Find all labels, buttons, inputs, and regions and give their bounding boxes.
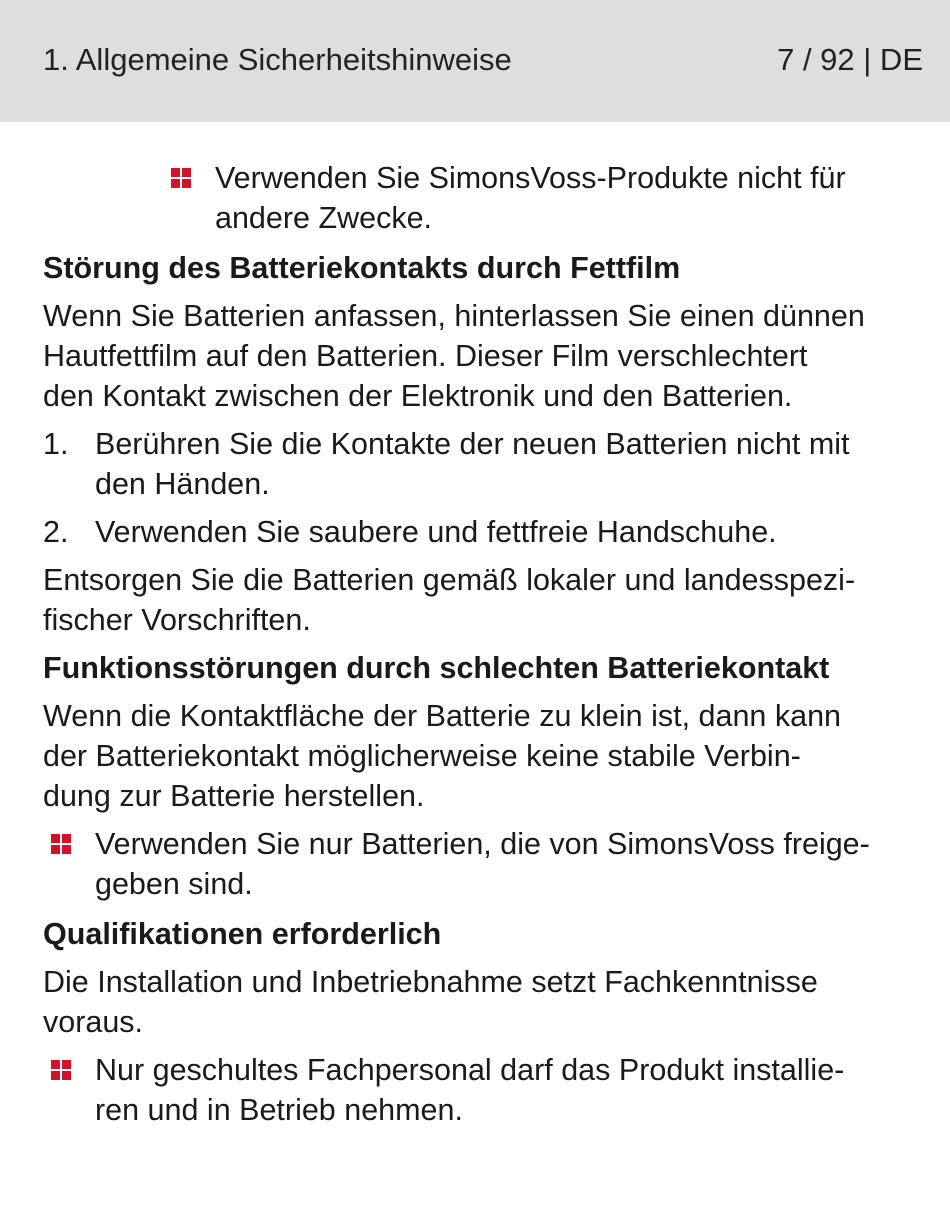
list-item (163, 158, 923, 238)
bullet-text (215, 158, 923, 238)
text-line: Hautfettfilm auf den Batterien. Dieser Film verschlechtert (43, 339, 808, 373)
text-line: Verwenden Sie SimonsVoss-Produkte nicht für (215, 161, 846, 195)
text-line: den Kontakt zwischen der Elektronik und den Batterien. (43, 379, 793, 413)
numbered-step (43, 512, 923, 552)
text-line: dung zur Batterie herstellen. (43, 779, 425, 813)
paragraph (43, 962, 923, 1042)
text-line: Wenn Sie Batterien anfassen, hinterlassen Sie einen dünnen (43, 299, 865, 333)
section-heading: Störung des Batteriekontakts durch Fettfilm (43, 251, 681, 285)
chapter-title: 1. Allgemeine Sicherheitshinweise (43, 42, 512, 77)
bullet-icon (51, 1060, 71, 1080)
text-line: Wenn die Kontaktfläche der Batterie zu klein ist, dann kann (43, 699, 842, 733)
bullet-text (95, 1050, 923, 1130)
bullet-icon (51, 834, 71, 854)
text-line: fischer Vorschriften. (43, 603, 311, 637)
paragraph (43, 560, 923, 640)
text-line: Verwenden Sie saubere und fettfreie Handschuhe. (95, 515, 777, 549)
text-line: Entsorgen Sie die Batterien gemäß lokaler und landesspezi- (43, 563, 856, 597)
bullet-text (95, 824, 923, 904)
text-line: der Batteriekontakt möglicherweise keine stabile Verbin- (43, 739, 801, 773)
list-item (43, 1050, 923, 1130)
section-heading: Qualifikationen erforderlich (43, 917, 442, 951)
text-line: Die Installation und Inbetriebnahme setzt Fachkenntnisse (43, 965, 818, 999)
text-line: den Händen. (95, 467, 270, 501)
text-line: andere Zwecke. (215, 201, 432, 235)
list-item (43, 824, 923, 904)
text-line: Nur geschultes Fachpersonal darf das Produkt installie- (95, 1053, 845, 1087)
text-line: Verwenden Sie nur Batterien, die von SimonsVoss freige- (95, 827, 870, 861)
paragraph (43, 696, 923, 816)
text-line: ren und in Betrieb nehmen. (95, 1093, 463, 1127)
page-header (0, 0, 950, 122)
section-heading: Funktionsstörungen durch schlechten Batteriekontakt (43, 651, 830, 685)
text-line: Berühren Sie die Kontakte der neuen Batterien nicht mit (95, 427, 850, 461)
text-line: voraus. (43, 1005, 144, 1039)
paragraph (43, 296, 923, 416)
step-number: 2. (43, 515, 69, 549)
page-content (43, 158, 923, 1140)
page-number: 7 / 92 | DE (777, 42, 923, 77)
step-number: 1. (43, 427, 69, 461)
bullet-icon (171, 168, 191, 188)
text-line: geben sind. (95, 867, 253, 901)
numbered-step (43, 424, 923, 504)
